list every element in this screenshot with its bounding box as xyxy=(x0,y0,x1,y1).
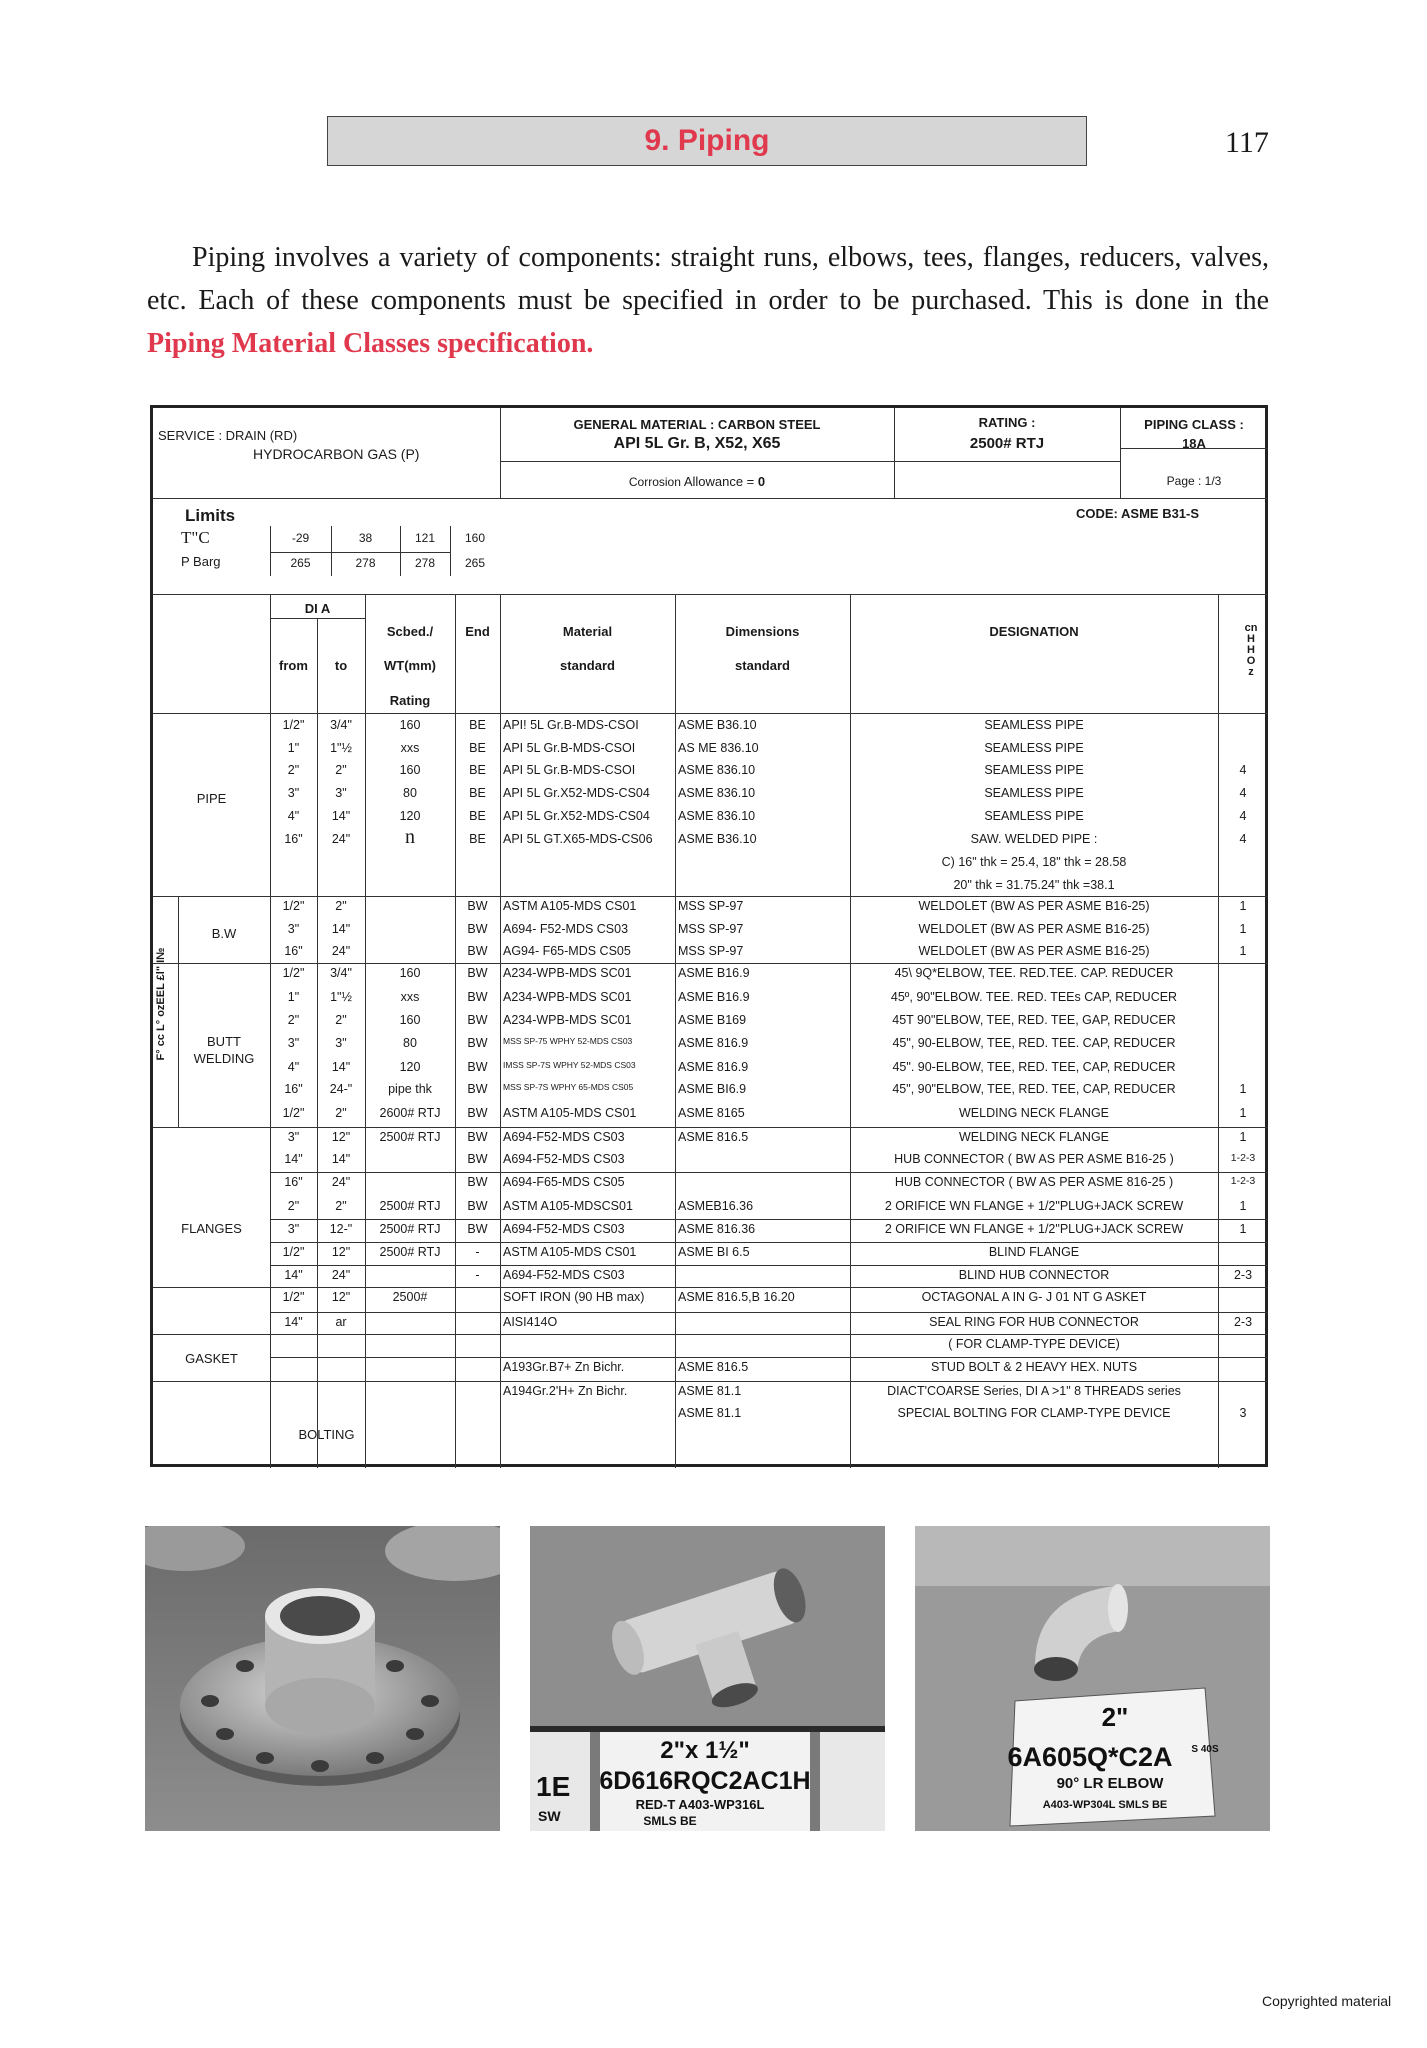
cell-end: BW xyxy=(467,1082,488,1096)
cell-note: 1 xyxy=(1239,1106,1247,1120)
cell-to: 14" xyxy=(331,1152,351,1166)
cell-to: 3/4" xyxy=(330,718,352,732)
cell-from: 1/2" xyxy=(282,1245,305,1259)
cell-dimensions: ASME 816.9 xyxy=(678,1060,749,1074)
cell-designation: 2 ORIFICE WN FLANGE + 1/2"PLUG+JACK SCREW xyxy=(884,1199,1184,1213)
cell-designation: 45", 90-ELBOW, TEE, RED. TEE. CAP, REDUCER xyxy=(892,1036,1176,1050)
cell-to: 14" xyxy=(331,1060,351,1074)
corrosion-text: Allowance = xyxy=(683,474,758,489)
pressure-label: P Barg xyxy=(181,554,221,569)
cell-end: BE xyxy=(469,741,486,755)
cell-dimensions: ASME B16.9 xyxy=(678,966,750,980)
grid-line xyxy=(675,594,676,1468)
cell-from: 4" xyxy=(287,809,300,823)
cell-material: A234-WPB-MDS SC01 xyxy=(503,966,632,980)
service-label: SERVICE : DRAIN (RD) xyxy=(158,428,298,443)
tee-side-tag2: SW xyxy=(538,1808,561,1824)
cell-dimensions: ASME 836.10 xyxy=(678,786,756,800)
cell-designation: C) 16" thk = 25.4, 18" thk = 28.58 xyxy=(941,855,1127,869)
grid-line xyxy=(850,594,851,1468)
cell-to: 24" xyxy=(331,1175,351,1189)
cell-to: 3" xyxy=(335,1036,347,1050)
cell-schedule: 2500# xyxy=(392,1290,428,1304)
group-butt-welding: BUTT WELDING xyxy=(193,1034,255,1066)
cell-end: - xyxy=(475,1245,480,1259)
cell-note: 2-3 xyxy=(1233,1315,1253,1329)
corrosion-label: Corrosion xyxy=(628,475,681,489)
cell-note: 3 xyxy=(1239,1406,1247,1420)
cell-designation: OCTAGONAL A IN G- J 01 NT G ASKET xyxy=(921,1290,1147,1304)
cell-to: 3/4" xyxy=(330,966,352,980)
cell-dimensions: ASME B36.10 xyxy=(678,718,757,732)
tee-tag-line1: 2"x 1½" xyxy=(660,1737,750,1764)
cell-designation: WELDOLET (BW AS PER ASME B16-25) xyxy=(918,899,1150,913)
cell-to: 14" xyxy=(331,809,351,823)
temperature-label: T"C xyxy=(181,528,210,547)
cell-schedule: 2500# RTJ xyxy=(379,1130,441,1144)
cell-designation: SEAMLESS PIPE xyxy=(984,763,1084,777)
header-material: Material xyxy=(562,624,613,639)
piping-class-spec-sheet xyxy=(150,405,1268,1467)
cell-from: 14" xyxy=(284,1268,303,1282)
group-flanges: FLANGES xyxy=(181,1221,242,1236)
cell-end: BW xyxy=(467,1175,488,1189)
grid-line xyxy=(455,594,456,1468)
cell-to: 1"½ xyxy=(330,990,352,1004)
cell-from: 3" xyxy=(287,1130,300,1144)
grid-line xyxy=(270,1242,1268,1243)
cell-dimensions: ASME 81.1 xyxy=(678,1384,742,1398)
group-pipe: PIPE xyxy=(196,791,227,806)
cell-from: 1" xyxy=(287,990,300,1004)
cell-material: API! 5L Gr.B-MDS-CSOI xyxy=(503,718,639,732)
cell-dimensions: ASME 836.10 xyxy=(678,763,756,777)
header-notes: cn H H O z xyxy=(1244,622,1258,678)
cell-to: 3" xyxy=(335,786,347,800)
elbow-tag-line1: 2" xyxy=(1101,1702,1129,1732)
cell-material: A694-F52-MDS CS03 xyxy=(503,1130,625,1144)
cell-designation: SEAL RING FOR HUB CONNECTOR xyxy=(929,1315,1139,1329)
cell-schedule: 80 xyxy=(403,786,417,800)
cell-designation: BLIND HUB CONNECTOR xyxy=(958,1268,1110,1282)
cell-to: ar xyxy=(335,1315,347,1329)
cell-schedule: xxs xyxy=(400,741,420,755)
cell-from: 3" xyxy=(287,1222,300,1236)
cell-to: 12" xyxy=(331,1290,351,1304)
cell-material: AISI414O xyxy=(503,1315,558,1329)
cell-material: SOFT IRON (90 HB max) xyxy=(503,1290,645,1304)
cell-note: 4 xyxy=(1239,763,1247,777)
service-value: HYDROCARBON GAS (P) xyxy=(253,446,420,462)
header-rating: Rating xyxy=(389,693,431,708)
cell-material: IMSS SP-7S WPHY 52-MDS CS03 xyxy=(503,1060,636,1070)
cell-designation: WELDOLET (BW AS PER ASME B16-25) xyxy=(918,922,1150,936)
cell-end: BE xyxy=(469,763,486,777)
pressure-value: 278 xyxy=(355,556,376,570)
cell-material: ASTM A105-MDS CS01 xyxy=(503,1106,637,1120)
cell-schedule: 160 xyxy=(399,763,421,777)
cell-to: 24" xyxy=(331,1268,351,1282)
cell-dimensions: MSS SP-97 xyxy=(678,922,744,936)
cell-from: 2" xyxy=(287,1199,300,1213)
cell-designation: BLIND FLANGE xyxy=(988,1245,1080,1259)
cell-material: MSS SP-75 WPHY 52-MDS CS03 xyxy=(503,1036,633,1046)
cell-to: 24" xyxy=(331,832,351,846)
cell-from: 1" xyxy=(287,741,300,755)
cell-designation: SEAMLESS PIPE xyxy=(984,809,1084,823)
cell-schedule: 160 xyxy=(399,1013,421,1027)
limits-label: Limits xyxy=(185,506,236,525)
cell-from: 3" xyxy=(287,1036,300,1050)
cell-end: BE xyxy=(469,832,486,846)
cell-designation: 45º, 90"ELBOW. TEE. RED. TEEs CAP, REDUCER xyxy=(890,990,1178,1004)
cell-from: 2" xyxy=(287,763,300,777)
cell-from: 14" xyxy=(284,1315,303,1329)
cell-designation: STUD BOLT & 2 HEAVY HEX. NUTS xyxy=(930,1360,1138,1374)
cell-end: BW xyxy=(467,1130,488,1144)
flange-image xyxy=(145,1526,500,1831)
cell-to: 2" xyxy=(335,1106,347,1120)
cell-schedule: 80 xyxy=(403,1036,417,1050)
cell-designation: WELDOLET (BW AS PER ASME B16-25) xyxy=(918,944,1150,958)
cell-schedule: 2500# RTJ xyxy=(379,1222,441,1236)
cell-from: 16" xyxy=(284,944,303,958)
cell-from: 1/2" xyxy=(282,1290,305,1304)
cell-dimensions: ASME BI6.9 xyxy=(678,1082,747,1096)
grid-line xyxy=(270,1312,1268,1313)
cell-material: A694-F52-MDS CS03 xyxy=(503,1268,625,1282)
cell-note: 1 xyxy=(1239,1082,1247,1096)
fittings-vertical-label: F° cc L° ozEEL £l" I№ xyxy=(155,947,167,1061)
header-material-standard: standard xyxy=(560,658,615,673)
chapter-title-box xyxy=(327,116,1087,166)
grid-line xyxy=(153,963,1268,964)
grid-line xyxy=(270,1357,1268,1358)
grid-line xyxy=(270,1172,1268,1173)
cell-from: 1/2" xyxy=(282,1106,305,1120)
cell-designation: SPECIAL BOLTING FOR CLAMP-TYPE DEVICE xyxy=(897,1406,1171,1420)
temperature-value: 38 xyxy=(358,531,373,545)
elbow-tag-line2: 6A605Q*C2A xyxy=(1007,1742,1173,1772)
grid-line xyxy=(270,1219,1268,1220)
header-end: End xyxy=(465,624,490,639)
page-number: 117 xyxy=(1225,126,1269,159)
cell-to: 2" xyxy=(335,1199,347,1213)
cell-end: BE xyxy=(469,718,486,732)
grid-line xyxy=(178,896,179,1127)
elbow-tag-sup: S 40S xyxy=(1191,1744,1219,1755)
cell-material: API 5L Gr.B-MDS-CSOI xyxy=(503,763,636,777)
cell-note: 1 xyxy=(1239,1130,1247,1144)
cell-schedule: 2500# RTJ xyxy=(379,1199,441,1213)
cell-material: API 5L Gr.B-MDS-CSOI xyxy=(503,741,636,755)
cell-dimensions: MSS SP-97 xyxy=(678,899,744,913)
cell-note: 1-2-3 xyxy=(1230,1152,1256,1164)
cell-end: BW xyxy=(467,899,488,913)
photo-weld-neck-flange xyxy=(145,1526,500,1831)
cell-from: 16" xyxy=(284,1175,303,1189)
cell-to: 24-" xyxy=(329,1082,353,1096)
cell-material: API 5L Gr.X52-MDS-CS04 xyxy=(503,786,650,800)
cell-designation: SEAMLESS PIPE xyxy=(984,741,1084,755)
cell-note: 1-2-3 xyxy=(1230,1175,1256,1187)
cell-to: 1"½ xyxy=(330,741,352,755)
tee-side-tag: 1E xyxy=(536,1771,571,1802)
cell-material: A694-F52-MDS CS03 xyxy=(503,1152,625,1166)
cell-designation: 45". 90-ELBOW, TEE, RED. TEE, CAP, REDUCER xyxy=(892,1060,1176,1074)
cell-from: 4" xyxy=(287,1060,300,1074)
header-from: from xyxy=(279,658,308,673)
cell-note: 4 xyxy=(1239,832,1247,846)
cell-designation: WELDING NECK FLANGE xyxy=(958,1106,1110,1120)
cell-end: BW xyxy=(467,1036,488,1050)
corrosion-value: 0 xyxy=(757,474,766,489)
grid-line xyxy=(153,1127,1268,1128)
chapter-title: 9. Piping xyxy=(644,124,770,157)
cell-to: 2" xyxy=(335,899,347,913)
cell-material: API 5L GT.X65-MDS-CS06 xyxy=(503,832,653,846)
cell-material: MSS SP-7S WPHY 65-MDS CS05 xyxy=(503,1082,634,1092)
cell-material: A234-WPB-MDS SC01 xyxy=(503,1013,632,1027)
cell-dimensions: MSS SP-97 xyxy=(678,944,744,958)
cell-to: 12-" xyxy=(329,1222,353,1236)
cell-dimensions: ASME 816.5,B 16.20 xyxy=(678,1290,795,1304)
cell-material: A694- F52-MDS CS03 xyxy=(503,922,629,936)
header-to: to xyxy=(334,658,348,673)
piping-class-value: 18A xyxy=(1182,436,1206,451)
cell-material: ASTM A105-MDS CS01 xyxy=(503,1245,637,1259)
cell-end: BW xyxy=(467,1013,488,1027)
grid-line xyxy=(153,713,1268,714)
cell-schedule: 160 xyxy=(399,718,421,732)
cell-end: BW xyxy=(467,1060,488,1074)
cell-schedule: n xyxy=(405,826,415,848)
temperature-value: 160 xyxy=(464,531,486,545)
cell-designation: 2 ORIFICE WN FLANGE + 1/2"PLUG+JACK SCREW xyxy=(884,1222,1184,1236)
tee-tag-line2: 6D616RQC2AC1H xyxy=(599,1767,811,1795)
photo-elbow xyxy=(915,1526,1270,1831)
cell-material: A694-F52-MDS CS03 xyxy=(503,1222,625,1236)
header-dimensions-standard: standard xyxy=(735,658,790,673)
grid-line xyxy=(317,618,318,1468)
cell-end: BW xyxy=(467,1152,488,1166)
cell-schedule: 160 xyxy=(399,966,421,980)
cell-material: AG94- F65-MDS CS05 xyxy=(503,944,631,958)
cell-material: ASTM A105-MDSCS01 xyxy=(503,1199,633,1213)
cell-note: 4 xyxy=(1239,786,1247,800)
elbow-tag-line3: 90° LR ELBOW xyxy=(1056,1775,1164,1792)
general-material-value: API 5L Gr. B, X52, X65 xyxy=(613,435,781,452)
cell-to: 14" xyxy=(331,922,351,936)
intro-text: Piping involves a variety of components: straight runs, elbows, tees, flanges, reducers, valves, etc. Each of these components must be specified in order to be purchased. This is done in the xyxy=(147,242,1269,316)
cell-end: BW xyxy=(467,1222,488,1236)
cell-to: 12" xyxy=(331,1245,351,1259)
cell-end: BW xyxy=(467,1106,488,1120)
cell-to: 2" xyxy=(335,763,347,777)
cell-note: 2-3 xyxy=(1233,1268,1253,1282)
cell-material: A234-WPB-MDS SC01 xyxy=(503,990,632,1004)
cell-end: BW xyxy=(467,922,488,936)
cell-from: 16" xyxy=(284,1082,303,1096)
cell-schedule: 2600# RTJ xyxy=(379,1106,441,1120)
grid-line xyxy=(500,594,501,1468)
elbow-image xyxy=(915,1526,1270,1831)
cell-from: 2" xyxy=(287,1013,300,1027)
cell-note: 4 xyxy=(1239,809,1247,823)
temperature-value: 121 xyxy=(414,531,436,545)
cell-designation: 45", 90"ELBOW, TEE, RED. TEE, CAP, REDUCER xyxy=(892,1082,1176,1096)
cell-material: A694-F65-MDS CS05 xyxy=(503,1175,625,1189)
grid-line xyxy=(270,1287,1268,1288)
cell-designation: 20" thk = 31.75.24" thk =38.1 xyxy=(953,878,1115,892)
cell-dimensions: AS ME 836.10 xyxy=(678,741,759,755)
cell-to: 2" xyxy=(335,1013,347,1027)
cell-dimensions: ASME 8165 xyxy=(678,1106,745,1120)
cell-dimensions: ASME B36.10 xyxy=(678,832,757,846)
cell-dimensions: ASME 836.10 xyxy=(678,809,756,823)
cell-dimensions: ASME 816.36 xyxy=(678,1222,756,1236)
cell-material: API 5L Gr.X52-MDS-CS04 xyxy=(503,809,650,823)
rating-value: 2500# RTJ xyxy=(969,435,1045,452)
cell-designation: 45T 90"ELBOW, TEE, RED. TEE, GAP, REDUCER xyxy=(892,1013,1176,1027)
cell-schedule: 2500# RTJ xyxy=(379,1245,441,1259)
cell-designation: ( FOR CLAMP-TYPE DEVICE) xyxy=(948,1337,1120,1351)
cell-schedule: 120 xyxy=(399,1060,421,1074)
grid-line xyxy=(270,1381,1268,1382)
cell-end: BW xyxy=(467,1199,488,1213)
piping-class-label: PIPING CLASS : xyxy=(1144,417,1244,432)
cell-to: 24" xyxy=(331,944,351,958)
grid-line xyxy=(1218,594,1219,1468)
cell-note: 1 xyxy=(1239,1199,1247,1213)
grid-line xyxy=(365,594,366,1468)
copyright-notice: Copyrighted material xyxy=(1262,1993,1392,2009)
cell-end: BE xyxy=(469,809,486,823)
grid-line xyxy=(270,1265,1268,1266)
cell-designation: 45\ 9Q*ELBOW, TEE. RED.TEE. CAP. REDUCER xyxy=(894,966,1174,980)
cell-dimensions: ASME B169 xyxy=(678,1013,747,1027)
header-schedule: Scbed./ xyxy=(386,624,434,639)
cell-end: - xyxy=(475,1268,480,1282)
cell-dimensions: ASME 816.9 xyxy=(678,1036,749,1050)
photo-reducing-tee xyxy=(530,1526,885,1831)
cell-schedule: xxs xyxy=(400,990,420,1004)
cell-from: 3" xyxy=(287,786,300,800)
tee-image xyxy=(530,1526,885,1831)
header-dia: DI A xyxy=(304,601,331,616)
cell-note: 1 xyxy=(1239,922,1247,936)
cell-designation: HUB CONNECTOR ( BW AS PER ASME B16-25 ) xyxy=(894,1152,1174,1166)
cell-end: BW xyxy=(467,990,488,1004)
header-designation: DESIGNATION xyxy=(989,624,1079,639)
cell-to: 12" xyxy=(331,1130,351,1144)
intro-highlight: Piping Material Classes specification. xyxy=(147,328,594,359)
intro-paragraph xyxy=(147,236,1269,365)
cell-material: A194Gr.2'H+ Zn Bichr. xyxy=(503,1384,628,1398)
cell-material: A193Gr.B7+ Zn Bichr. xyxy=(503,1360,625,1374)
cell-from: 16" xyxy=(284,832,303,846)
cell-dimensions: ASME BI 6.5 xyxy=(678,1245,750,1259)
cell-from: 1/2" xyxy=(282,899,305,913)
cell-from: 1/2" xyxy=(282,718,305,732)
cell-from: 3" xyxy=(287,922,300,936)
header-wall-thickness: WT(mm) xyxy=(384,658,436,673)
general-material-label: GENERAL MATERIAL : CARBON STEEL xyxy=(573,417,821,432)
code-label: CODE: ASME B31-S xyxy=(1076,506,1200,521)
grid-line xyxy=(153,896,1268,897)
elbow-tag-line4: A403-WP304L SMLS BE xyxy=(1042,1799,1168,1811)
group-bw: B.W xyxy=(211,926,237,941)
cell-designation: DIACT'COARSE Series, DI A >1" 8 THREADS series xyxy=(887,1384,1181,1398)
cell-designation: SEAMLESS PIPE xyxy=(984,786,1084,800)
cell-dimensions: ASME B16.9 xyxy=(678,990,750,1004)
pressure-value: 265 xyxy=(464,556,486,570)
tee-tag-line3: RED-T A403-WP316L xyxy=(635,1797,765,1812)
pressure-value: 265 xyxy=(290,556,311,570)
cell-from: 14" xyxy=(284,1152,303,1166)
cell-from: 1/2" xyxy=(282,966,305,980)
group-bolting: BOLTING xyxy=(298,1427,355,1442)
cell-note: 1 xyxy=(1239,1222,1247,1236)
cell-designation: SEAMLESS PIPE xyxy=(984,718,1084,732)
cell-dimensions: ASME 81.1 xyxy=(678,1406,742,1420)
cell-schedule: pipe thk xyxy=(388,1082,432,1096)
cell-note: 1 xyxy=(1239,899,1247,913)
grid-line xyxy=(270,1334,1268,1335)
grid-line xyxy=(270,594,271,1468)
cell-designation: WELDING NECK FLANGE xyxy=(958,1130,1110,1144)
cell-schedule: 120 xyxy=(399,809,421,823)
cell-material: ASTM A105-MDS CS01 xyxy=(503,899,637,913)
cell-dimensions: ASME 816.5 xyxy=(678,1130,749,1144)
cell-note: 1 xyxy=(1239,944,1247,958)
tee-tag-line4: SMLS BE xyxy=(643,1814,697,1828)
rating-label: RATING : xyxy=(978,415,1036,430)
cell-end: BW xyxy=(467,966,488,980)
cell-end: BE xyxy=(469,786,486,800)
corrosion-allowance xyxy=(500,474,894,489)
temperature-value: -29 xyxy=(291,531,310,545)
cell-dimensions: ASMEB16.36 xyxy=(678,1199,754,1213)
cell-designation: SAW. WELDED PIPE : xyxy=(970,832,1098,846)
header-dimensions: Dimensions xyxy=(725,624,800,639)
pressure-value: 278 xyxy=(414,556,436,570)
group-gasket: GASKET xyxy=(185,1351,238,1366)
page-indicator: Page : 1/3 xyxy=(1166,474,1222,488)
cell-end: BW xyxy=(467,944,488,958)
cell-dimensions: ASME 816.5 xyxy=(678,1360,749,1374)
cell-designation: HUB CONNECTOR ( BW AS PER ASME 816-25 ) xyxy=(894,1175,1174,1189)
